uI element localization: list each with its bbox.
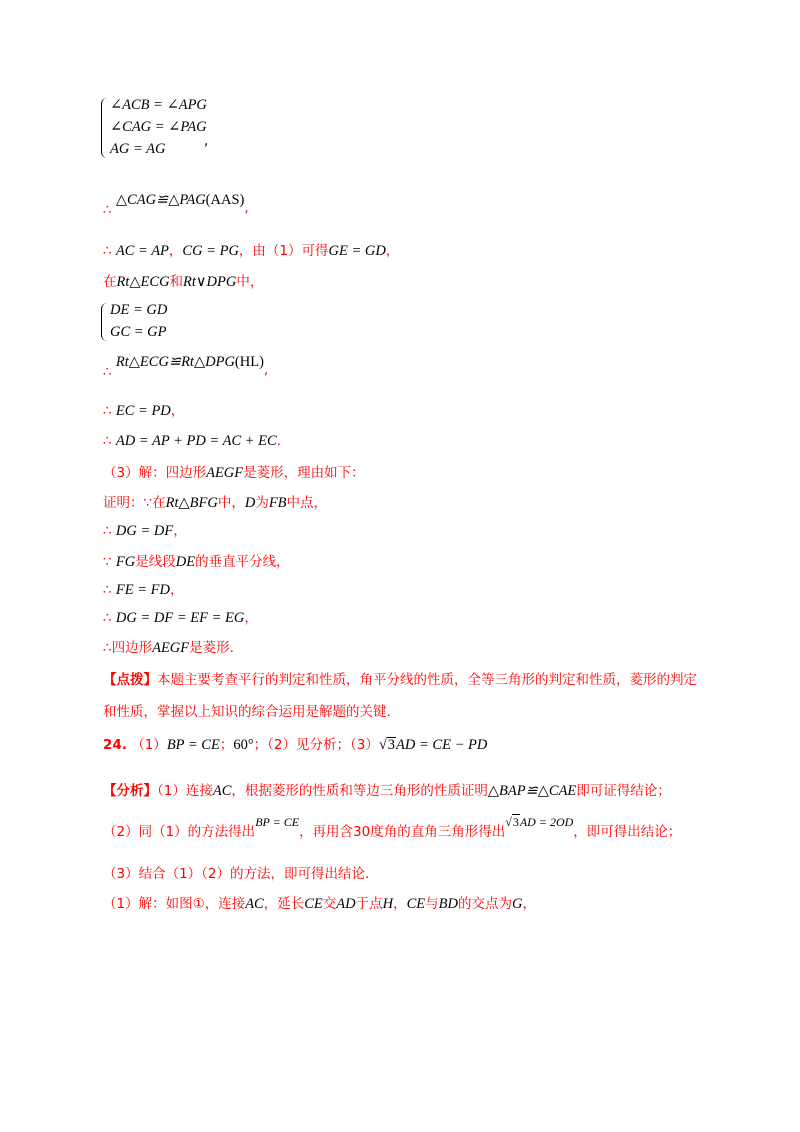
segment-ac: AC xyxy=(245,896,264,912)
answer-24 xyxy=(103,735,487,755)
point-g: G xyxy=(511,896,523,912)
text: ，即可得出结论； xyxy=(573,824,682,840)
expr-ad-sum: AD = AP + PD = AC + EC xyxy=(115,433,277,449)
triangle-bfg: Rt△BFG xyxy=(165,495,218,511)
tip-line-2 xyxy=(103,702,391,722)
separator: ， xyxy=(168,243,183,259)
text: ；（2）见分析；（3） xyxy=(253,737,379,753)
expr-ac-ap: AC = AP xyxy=(115,243,169,259)
expr-bp-ce: BP = CE xyxy=(255,815,300,829)
radicand: 3 xyxy=(512,815,519,829)
text: 的交点为 xyxy=(457,896,512,912)
line-rhombus-conclusion xyxy=(103,638,234,658)
line-end-period: . xyxy=(276,433,281,449)
congruence-expr: Rt△ECG≌Rt△DPG xyxy=(115,354,235,370)
line-end-comma: ， xyxy=(244,610,258,626)
line-in-triangles xyxy=(103,272,263,292)
therefore-symbol: ∴ xyxy=(103,523,112,539)
tip-label: 【点拨】 xyxy=(103,672,157,688)
system-1-row-3: AG = AG xyxy=(110,141,166,157)
sqrt-icon: √ xyxy=(505,815,512,829)
system-1-comma: , xyxy=(204,133,209,149)
text: 在 xyxy=(103,274,117,290)
sqrt-icon: √ xyxy=(378,737,387,753)
expr-bp-ce: BP = CE xyxy=(166,737,220,753)
text: 于点 xyxy=(355,896,383,912)
therefore-symbol: ∴ xyxy=(103,433,112,449)
text: 即可证得结论； xyxy=(576,783,671,799)
text: ， xyxy=(522,896,536,912)
segment-ad: AD xyxy=(336,896,356,912)
line-end-comma: ， xyxy=(385,243,400,259)
line-congruence-aas xyxy=(103,190,249,220)
line-perpendicular-bisector xyxy=(103,552,290,572)
therefore-symbol: ∴ xyxy=(103,243,112,259)
radicand: 3 xyxy=(387,737,396,753)
text: ，再用含30度角的直角三角形得出 xyxy=(299,824,506,840)
segment-bd: BD xyxy=(438,896,458,912)
expr-four-equal: DG = DF = EF = EG xyxy=(115,610,245,626)
text: 证明：∵在 xyxy=(103,495,166,511)
therefore-symbol: ∴ xyxy=(103,403,112,419)
line-end-comma: ， xyxy=(173,523,187,539)
text: 中点， xyxy=(286,495,328,511)
expr-ge-gd: GE = GD xyxy=(328,243,386,259)
system-1-row-1: ∠ACB = ∠APG xyxy=(110,97,207,113)
triangle-ecg: Rt△ECG xyxy=(116,274,170,290)
text: （1）连接 xyxy=(157,783,213,799)
line-end-comma: , xyxy=(244,200,249,216)
angle-value: 60° xyxy=(233,737,254,753)
text: 交 xyxy=(322,896,337,912)
expr-fe-fd: FE = FD xyxy=(115,582,170,598)
text: ∴四边形 xyxy=(103,640,153,656)
text: 是菱形. xyxy=(189,640,234,656)
expr-cg-pg: CG = PG xyxy=(182,243,239,259)
text: 与 xyxy=(425,896,439,912)
tip-text-2: 和性质，掌握以上知识的综合运用是解题的关键. xyxy=(103,704,391,720)
analysis-line-3 xyxy=(103,864,369,884)
segment-ce: CE xyxy=(304,896,323,912)
text: （3）结合（1）（2）的方法，即可得出结论. xyxy=(103,866,370,882)
text: ，根据菱形的性质和等边三角形的性质证明 xyxy=(231,783,488,799)
system-2-row-2: GC = GP xyxy=(110,324,167,340)
line-congruence-hl xyxy=(103,352,268,382)
line-four-equal xyxy=(103,608,258,628)
expr-ad-2od: AD = 2OD xyxy=(519,815,574,829)
congruence-reason: (AAS) xyxy=(205,192,245,208)
text: 中， xyxy=(217,495,245,511)
quad-aegf: AEGF xyxy=(206,465,244,481)
text: 为 xyxy=(255,495,269,511)
tip-text-1: 本题主要考查平行的判定和性质，角平分线的性质，全等三角形的判定和性质，菱形的判定 xyxy=(157,672,697,688)
text: ； xyxy=(219,737,234,753)
equation-system-2 xyxy=(101,299,167,343)
line-end-comma: ， xyxy=(170,403,185,419)
congruence-expr: △BAP≌△CAE xyxy=(487,783,577,799)
triangle-dpg: Rt∨DPG xyxy=(183,274,237,290)
therefore-symbol: ∴ xyxy=(103,202,112,218)
segment-ac: AC xyxy=(212,783,232,799)
text-from-part-1: ，由（1）可得 xyxy=(238,243,329,259)
because-symbol: ∵ xyxy=(103,554,112,570)
system-2-row-1: DE = GD xyxy=(110,302,168,318)
brace-2 xyxy=(101,303,108,341)
analysis-label: 【分析】 xyxy=(103,783,157,799)
segment-fb: FB xyxy=(268,495,287,511)
solution-line-1 xyxy=(103,894,536,914)
segment-ce: CE xyxy=(406,896,426,912)
text: 中， xyxy=(236,274,264,290)
expr-ec-pd: EC = PD xyxy=(115,403,171,419)
congruence-reason: (HL) xyxy=(234,354,264,370)
quad-aegf: AEGF xyxy=(152,640,190,656)
therefore-symbol: ∴ xyxy=(103,582,112,598)
text: （3）解：四边形 xyxy=(103,465,207,481)
text: （1）解：如图①，连接 xyxy=(103,896,246,912)
equation-system-1 xyxy=(101,94,207,160)
text: 的垂直平分线， xyxy=(195,554,290,570)
line-ac-ap xyxy=(103,241,399,261)
text: （1） xyxy=(131,737,167,753)
point-h: H xyxy=(382,896,394,912)
text: 是线段 xyxy=(135,554,176,570)
congruence-expr: △CAG≌△PAG xyxy=(115,192,206,208)
line-part-3-solution xyxy=(103,463,365,483)
segment-de: DE xyxy=(175,554,196,570)
line-ec-pd xyxy=(103,401,184,421)
line-proof-start xyxy=(103,493,327,513)
analysis-line-1 xyxy=(103,781,671,801)
line-end-comma: ， xyxy=(169,582,184,598)
text: 和 xyxy=(169,274,184,290)
therefore-symbol: ∴ xyxy=(103,610,112,626)
point-d: D xyxy=(244,495,256,511)
expr-dg-df: DG = DF xyxy=(115,523,174,539)
text: ，延长 xyxy=(263,896,305,912)
text: （2）同（1）的方法得出 xyxy=(103,824,256,840)
text: 是菱形，理由如下： xyxy=(243,465,365,481)
brace-1 xyxy=(101,98,108,158)
system-1-row-2: ∠CAG = ∠PAG xyxy=(110,119,207,135)
line-fe-fd xyxy=(103,580,183,600)
line-end-comma: , xyxy=(263,362,269,378)
line-dg-df xyxy=(103,521,187,541)
text: ， xyxy=(393,896,407,912)
question-number: 24. xyxy=(103,737,127,753)
expr-ad-ce-pd: AD = CE − PD xyxy=(396,737,488,753)
analysis-line-2 xyxy=(103,815,682,842)
line-ad-sum xyxy=(103,431,281,451)
segment-fg: FG xyxy=(115,554,136,570)
tip-line-1 xyxy=(103,670,697,690)
therefore-symbol: ∴ xyxy=(103,364,112,380)
